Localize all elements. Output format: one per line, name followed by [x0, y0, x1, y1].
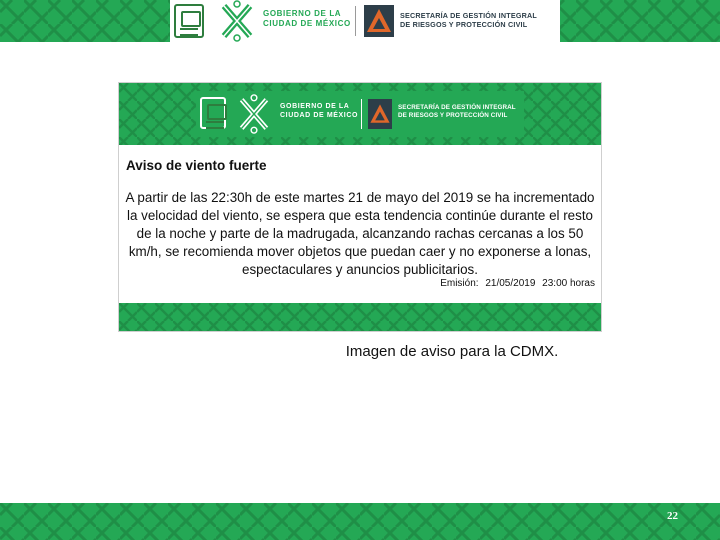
header-bar	[0, 0, 720, 42]
footer-pattern	[0, 503, 720, 540]
secretariat-line-1: SECRETARÍA DE GESTIÓN INTEGRAL	[400, 11, 537, 20]
notice-warning-triangle-icon	[368, 99, 392, 129]
image-caption	[0, 343, 720, 360]
secretariat-text	[400, 11, 537, 29]
warning-triangle-icon	[364, 5, 394, 37]
notice-title: Aviso de viento fuerte	[126, 158, 267, 173]
notice-header-band	[119, 83, 601, 145]
notice-footer-pattern	[119, 303, 601, 331]
cdmx-logo-icon	[216, 0, 258, 42]
notice-gov-line-2: CIUDAD DE MÉXICO	[280, 111, 359, 119]
gov-logo-line-1: GOBIERNO DE LA	[263, 9, 342, 18]
notice-crest-icon	[200, 97, 226, 129]
header-brand	[170, 0, 560, 42]
notice-brand	[196, 91, 524, 137]
notice-logo-divider	[361, 99, 362, 129]
notice-civil-protection-logo	[368, 99, 392, 129]
wind-alert-notice-image	[118, 82, 602, 332]
notice-body: A partir de las 22:30h de este martes 21 de mayo del 2019 se ha incrementado la velocidad del viento, se espera que esta tendencia continúe durante el resto de la noche y parte de la madrugada, alcanzando rachas cercanas a los 50 km/h, se recomienda mover objetos que puedan caer y no exponerse a lonas, espectaculares y anuncios publicitarios.	[125, 190, 595, 277]
logo-divider	[355, 6, 356, 36]
notice-footer-band	[119, 303, 601, 331]
gov-logo-line-2: CIUDAD DE MÉXICO	[263, 19, 351, 28]
emission-time: 23:00 horas	[542, 278, 595, 289]
notice-gov-line-1: GOBIERNO DE LA	[280, 103, 350, 110]
notice-secretariat-line-2: DE RIESGOS Y PROTECCIÓN CIVIL	[398, 111, 508, 119]
civil-protection-logo	[364, 5, 394, 37]
emission-label: Emisión:	[440, 278, 479, 289]
secretariat-line-2: DE RIESGOS Y PROTECCIÓN CIVIL	[400, 20, 528, 29]
notice-emission	[436, 278, 595, 289]
page-number: 22	[667, 510, 678, 522]
gov-logo-text	[263, 9, 351, 29]
notice-gov-logo-text	[280, 103, 358, 121]
emission-date: 21/05/2019	[485, 278, 536, 289]
notice-cdmx-logo-icon	[234, 94, 274, 134]
notice-secretariat-line-1: SECRETARÍA DE GESTIÓN INTEGRAL	[398, 104, 516, 111]
footer-bar	[0, 503, 720, 540]
caption-text: Imagen de aviso para la CDMX.	[345, 343, 559, 360]
cdmx-crest-icon	[174, 4, 204, 38]
notice-secretariat-text	[398, 104, 516, 120]
